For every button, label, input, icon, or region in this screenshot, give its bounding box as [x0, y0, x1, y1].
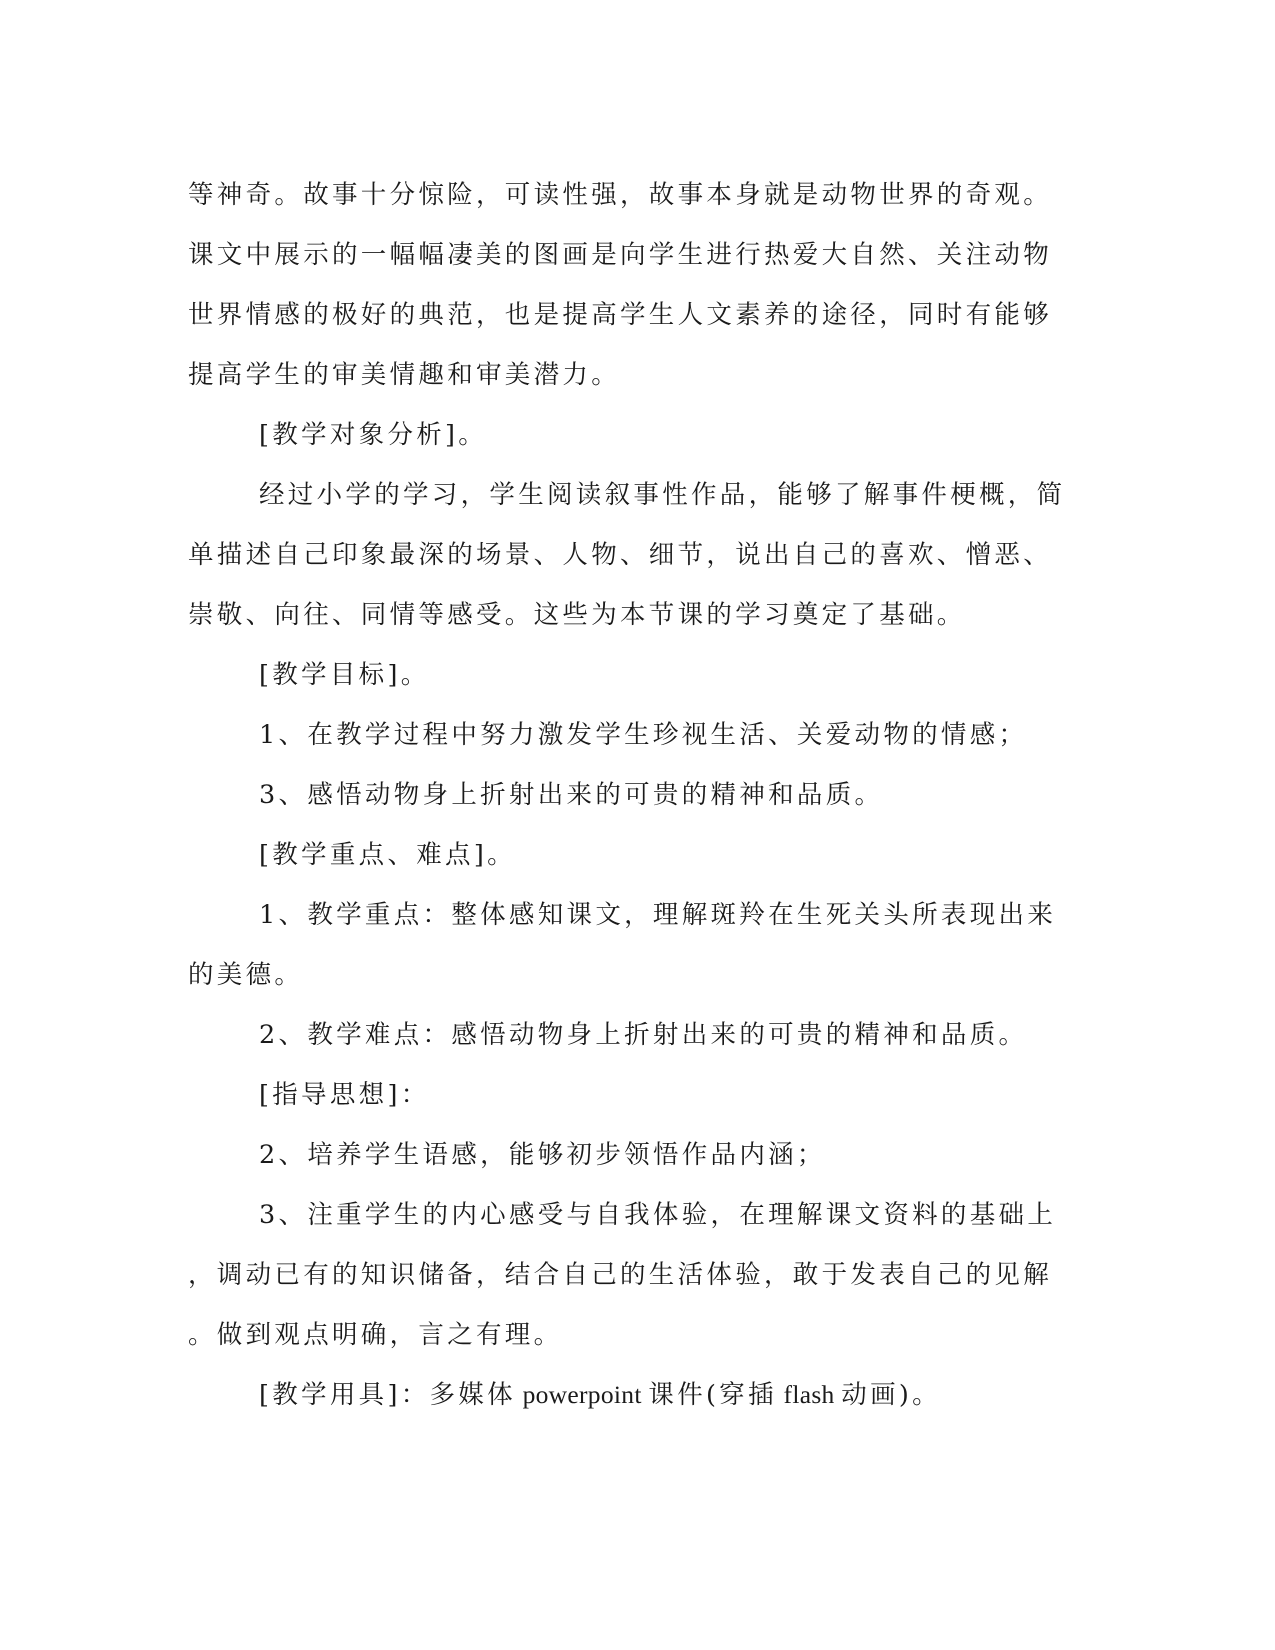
text-line: 。做到观点明确，言之有理。 [188, 1320, 563, 1350]
text-line: 世界情感的极好的典范，也是提高学生人文素养的途径，同时有能够 [188, 300, 1053, 330]
text-line: 的美德。 [188, 960, 304, 990]
list-item: 2、教学难点：感悟动物身上折射出来的可贵的精神和品质。 [259, 1020, 1028, 1050]
text-line: 提高学生的审美情趣和审美潜力。 [188, 360, 621, 390]
section-heading-teaching-goals: [教学目标]。 [259, 660, 430, 690]
list-item: 3、注重学生的内心感受与自我体验，在理解课文资料的基础上 [259, 1200, 1057, 1230]
section-heading-guiding-ideas: [指导思想]： [259, 1080, 430, 1110]
text-line: 经过小学的学习，学生阅读叙事性作品，能够了解事件梗概，简 [259, 480, 1066, 510]
list-item: 2、培养学生语感，能够初步领悟作品内涵； [259, 1140, 826, 1170]
section-heading-key-points: [教学重点、难点]。 [259, 840, 516, 870]
text-line: 崇敬、向往、同情等感受。这些为本节课的学习奠定了基础。 [188, 600, 966, 630]
text-line: 等神奇。故事十分惊险，可读性强，故事本身就是动物世界的奇观。 [188, 180, 1053, 210]
list-item: 1、在教学过程中努力激发学生珍视生活、关爱动物的情感； [259, 720, 1028, 750]
text-segment-latin: powerpoint [515, 1380, 649, 1409]
text-line: 课文中展示的一幅幅凄美的图画是向学生进行热爱大自然、关注动物 [188, 240, 1053, 270]
text-line: 单描述自己印象最深的场景、人物、细节，说出自己的喜欢、憎恶、 [188, 540, 1053, 570]
list-item: 3、感悟动物身上折射出来的可贵的精神和品质。 [259, 780, 884, 810]
list-item: 1、教学重点：整体感知课文，理解斑羚在生死关头所表现出来 [259, 900, 1057, 930]
text-segment-latin: flash [776, 1380, 842, 1409]
text-segment: [教学用具]：多媒体 [259, 1380, 516, 1410]
text-segment: 动画)。 [841, 1380, 941, 1410]
text-line: ，调动已有的知识储备，结合自己的生活体验，敢于发表自己的见解 [188, 1260, 1053, 1290]
section-heading-teaching-object: [教学对象分析]。 [259, 420, 488, 450]
text-segment: 课件(穿插 [648, 1380, 777, 1410]
document-body [188, 165, 1068, 1425]
section-heading-teaching-tools [188, 1365, 1068, 1425]
